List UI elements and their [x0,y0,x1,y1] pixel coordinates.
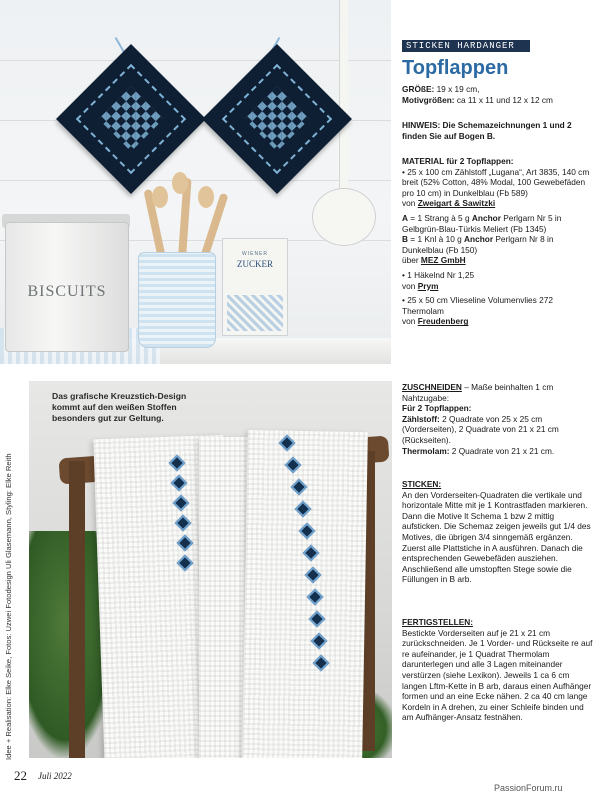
biscuit-tin [5,222,129,352]
cutting-text: – Maße beinhalten 1 cm Nahtzugabe: [402,382,554,403]
wooden-spoon-head [152,186,168,208]
material-heading: MATERIAL für 2 Topflappen: [402,156,514,166]
ladle-handle [339,0,348,200]
material-brand: Prym [417,280,439,291]
material-from: von [402,280,416,291]
towel-fold [199,437,249,758]
stitching-block [402,479,594,585]
yarn-b-brand: Anchor [464,234,494,245]
section-tag: STICKEN HARDANGER [402,40,530,52]
wooden-spoon-head [198,186,214,208]
cutting-label: Thermolam: [402,445,450,456]
potholder-right [202,44,352,194]
cutting-block [402,382,594,456]
wall-plank-line [0,180,391,181]
material-item: • 25 x 50 cm Vlieseline Volumenvlies 272 Thermolam [402,295,553,316]
material-block [402,156,594,327]
page-number: 22 [14,768,27,783]
material-from: über [402,255,419,266]
wall-plank-line [0,60,391,61]
towel-right [242,430,368,758]
page-title: Topflappen [402,57,509,79]
finishing-heading: FERTIGSTELLEN: [402,617,473,627]
stitching-heading: STICKEN: [402,479,442,489]
gingham-jug [138,252,216,348]
hint-block [402,120,594,141]
finishing-block [402,617,594,723]
material-brand: Zweigart & Sawitzki [417,198,496,209]
cutting-label: Zählstoff: [402,413,440,424]
material-from: von [402,316,416,327]
yarn-b-text: = 1 Knl à 10 g [408,234,465,245]
cutting-value: 2 Quadrate von 21 x 21 cm. [449,445,555,456]
yarn-a-brand: Anchor [471,212,501,223]
hint-text: HINWEIS: Die Schemazeichnungen 1 und 2 finden Sie auf Bogen B. [402,120,572,141]
wooden-leg [69,461,85,758]
material-from: von [402,198,416,209]
photo-towels [29,381,392,758]
photo-caption: Das grafische Kreuzstich-Design kommt auf den weißen Stoffen besonders gut zur Geltung. [52,391,187,423]
photo-credit: Idee + Realisation: Elke Seike, Fotos: Uzwei Fotodesign Uli Glasemann, Styling: Elke Reith [4,453,13,760]
motif-size-value: ca 11 x 11 und 12 x 12 cm [454,94,553,105]
photo-potholders [0,0,391,364]
yarn-a-text: = 1 Strang à 5 g [408,212,472,223]
potholder-left [56,44,206,194]
finishing-text: Bestickte Vorderseiten auf je 21 x 21 cm zurückschneiden. Je 1 Vorder- und Rückseite re auf re aufeinander, je 1 Quadrat Thermolam darunterlegen und alle 3 Lagen miteinander verstürzen (siehe Lexikon). Jeweils 1 ca 6 cm langen Lftm-Kette in B arb, daraus einen Aufhänger formen und an eine Ecke nähen. 2 ca 40 cm lange Kordeln in A drehen, zu einer Schleife binden und am Aufhänger-Ansatz festnähen. [402,627,593,723]
yarn-b-rest: Perlgarn Nr 8 in Dunkelblau (Fb 150) [402,234,554,255]
yarn-a-rest: Perlgarn Nr 5 in Gelbgrün-Blau-Türkis Meliert (Fb 1345) [402,212,562,234]
size-value: 19 x 19 cm, [434,84,480,94]
size-label: GRÖßE: [402,84,435,94]
issue-date: Juli 2022 [38,771,72,781]
yarn-b-label: B [402,234,408,245]
cutting-sub: Für 2 Topflappen: [402,403,472,414]
size-block [402,84,594,105]
tin-label: BISCUITS [27,283,107,300]
wooden-spoon-head [172,172,188,194]
material-item: • 1 Häkelnd Nr 1,25 [402,269,475,280]
cutting-value: 2 Quadrate von 25 x 25 cm (Vorderseiten), 2 Quadrate von 21 x 21 cm (Rückseiten). [402,413,559,445]
watermark: PassionForum.ru [494,783,563,793]
stitching-text: An den Vorderseiten-Quadraten die vertikale und horizontale Mitte mit je 1 Kontrastfaden markieren. Dann die Motive lt Schema 1 bzw 2 mittig aufsticken. Die Schemaz zeigen jeweils gut 1/4 des Motives, die übrigen 3/4 sinngemäß ergänzen. Zuerst alle Plattstiche in A ausführen. Danach die entsprechenden Gewebefäden ausziehen. Anschließend alle umstopften Stege sowie die Füllungen in B arb. [402,489,591,585]
cutting-heading: ZUSCHNEIDEN [402,382,462,392]
sugar-box-label: WIENER [242,251,268,257]
ladle-bowl [312,188,376,246]
motif-size-label: Motivgrößen: [402,94,455,105]
sugar-box [222,238,288,336]
material-brand: Freudenberg [417,316,469,327]
yarn-a-label: A [402,212,408,223]
sugar-box-pattern [227,295,283,331]
sugar-box-title: ZUCKER [237,259,273,269]
material-brand: MEZ GmbH [420,255,466,266]
material-item: • 25 x 100 cm Zählstoff „Lugana“, Art 3835, 140 cm breit (52% Cotton, 48% Modal, 100 Gewebefäden pro 10 cm) in Dunkelblau (Fb 589) [402,166,590,198]
